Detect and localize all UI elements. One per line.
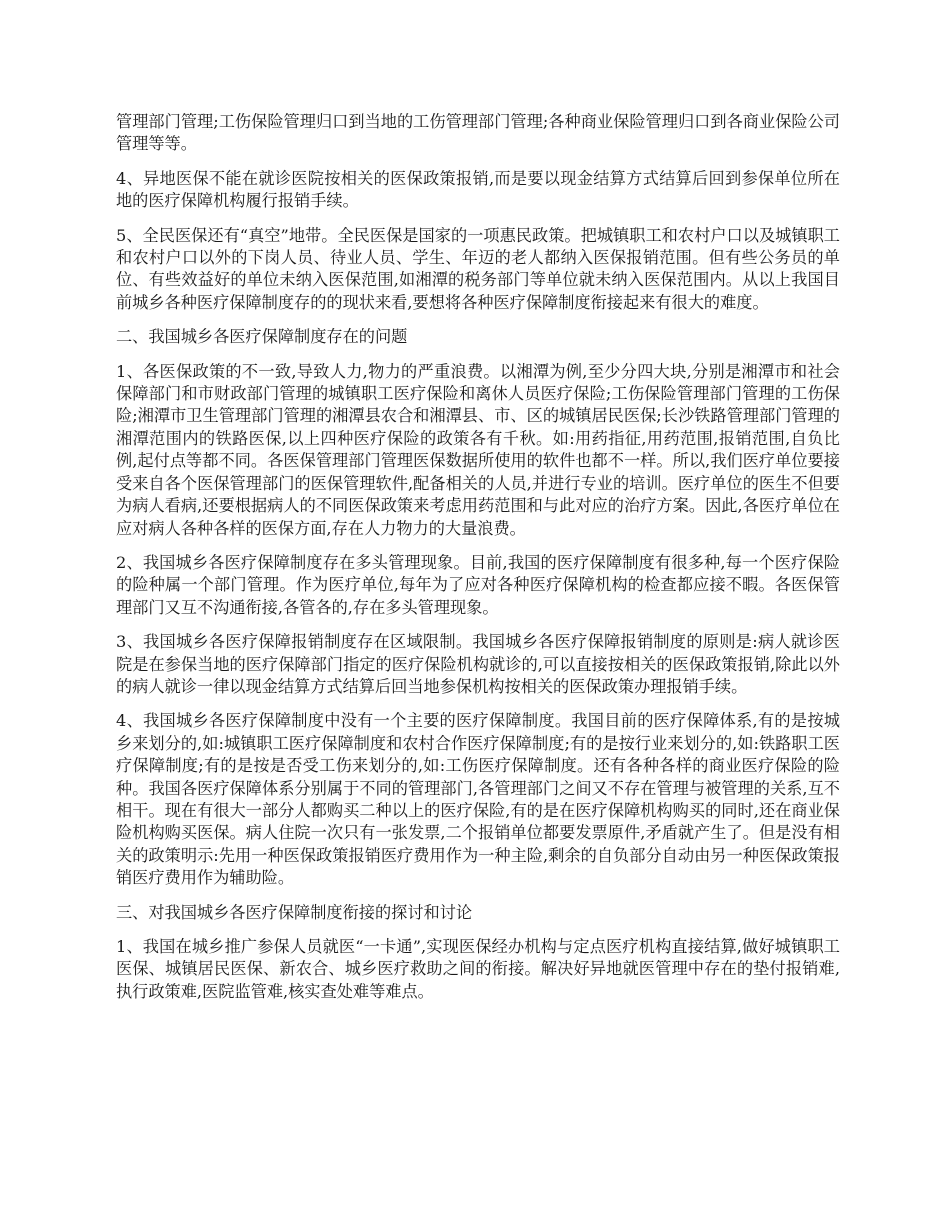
paragraph-proposal-1: 1、我国在城乡推广参保人员就医“一卡通”,实现医保经办机构与定点医疗机构直接结算,做好城镇职工医保、城镇居民医保、新农合、城乡医疗救助之间的衔接。解决好异地就医管理中存在的垫付报销难,执行政策难,医院监管难,核实查处难等难点。	[116, 937, 840, 1001]
paragraph-item-5-coverage-gap: 5、全民医保还有“真空”地带。全民医保是国家的一项惠民政策。把城镇职工和农村户口以及城镇职工和农村户口以外的下岗人员、待业人员、学生、年迈的老人都纳入医保报销范围。但有些公务员的单位、有些效益好的单位未纳入医保范围,如湘潭的税务部门等单位就未纳入医保范围内。从以上我国目前城乡各种医疗保障制度存的的现状来看,要想将各种医疗保障制度衔接起来有很大的难度。	[116, 225, 840, 312]
paragraph-continuation: 管理部门管理;工伤保险管理归口到当地的工伤管理部门管理;各种商业保险管理归口到各商业保险公司管理等等。	[116, 112, 840, 154]
paragraph-issue-1: 1、各医保政策的不一致,导致人力,物力的严重浪费。以湘潭为例,至少分四大块,分别是湘潭市和社会保障部门和市财政部门管理的城镇职工医疗保险和离休人员医疗保险;工伤保险管理部门管理的工伤保险;湘潭市卫生管理部门管理的湘潭县农合和湘潭县、市、区的城镇居民医保;长沙铁路管理部门管理的湘潭范围内的铁路医保,以上四种医疗保险的政策各有千秋。如:用药指征,用药范围,报销范围,自负比例,起付点等都不同。各医保管理部门管理医保数据所使用的软件也都不一样。所以,我们医疗单位要接受来自各个医保管理部门的医保管理软件,配备相关的人员,并进行专业的培训。医疗单位的医生不但要为病人看病,还要根据病人的不同医保政策来考虑用药范围和与此对应的治疗方案。因此,各医疗单位在应对病人各种各样的医保方面,存在人力物力的大量浪费。	[116, 361, 840, 538]
paragraph-issue-3: 3、我国城乡各医疗保障报销制度存在区域限制。我国城乡各医疗保障报销制度的原则是:病人就诊医院是在参保当地的医疗保障部门指定的医疗保险机构就诊的,可以直接按相关的医保政策报销,除此以外的病人就诊一律以现金结算方式结算后回当地参保机构按相关的医保政策办理报销手续。	[116, 632, 840, 696]
section-heading-3: 三、对我国城乡各医疗保障制度衔接的探讨和讨论	[116, 902, 473, 922]
section-heading-2: 二、我国城乡各医疗保障制度存在的问题	[116, 327, 408, 347]
paragraph-issue-2: 2、我国城乡各医疗保障制度存在多头管理现象。目前,我国的医疗保障制度有很多种,每一个医疗保险的险种属一个部门管理。作为医疗单位,每年为了应对各种医疗保障机构的检查都应接不暇。各医保管理部门又互不沟通衔接,各管各的,存在多头管理现象。	[116, 552, 840, 617]
paragraph-item-4-remote-reimbursement: 4、异地医保不能在就诊医院按相关的医保政策报销,而是要以现金结算方式结算后回到参保单位所在地的医疗保障机构履行报销手续。	[116, 168, 840, 211]
paragraph-issue-4: 4、我国城乡各医疗保障制度中没有一个主要的医疗保障制度。我国目前的医疗保障体系,有的是按城乡来划分的,如:城镇职工医疗保障制度和农村合作医疗保障制度;有的是按行业来划分的,如:铁路职工医疗保障制度;有的是按是否受工伤来划分的,如:工伤医疗保障制度。还有各种各样的商业医疗保险的险种。我国各医疗保障体系分别属于不同的管理部门,各管理部门之间又不存在管理与被管理的关系,互不相干。现在有很大一部分人都购买二种以上的医疗保险,有的是在医疗保障机构购买的同时,还在商业保险机构购买医保。病人住院一次只有一张发票,二个报销单位都要发票原件,矛盾就产生了。但是没有相关的政策明示:先用一种医保政策报销医疗费用作为一种主险,剩余的自负部分自动由另一种医保政策报销医疗费用作为辅助险。	[116, 711, 840, 888]
